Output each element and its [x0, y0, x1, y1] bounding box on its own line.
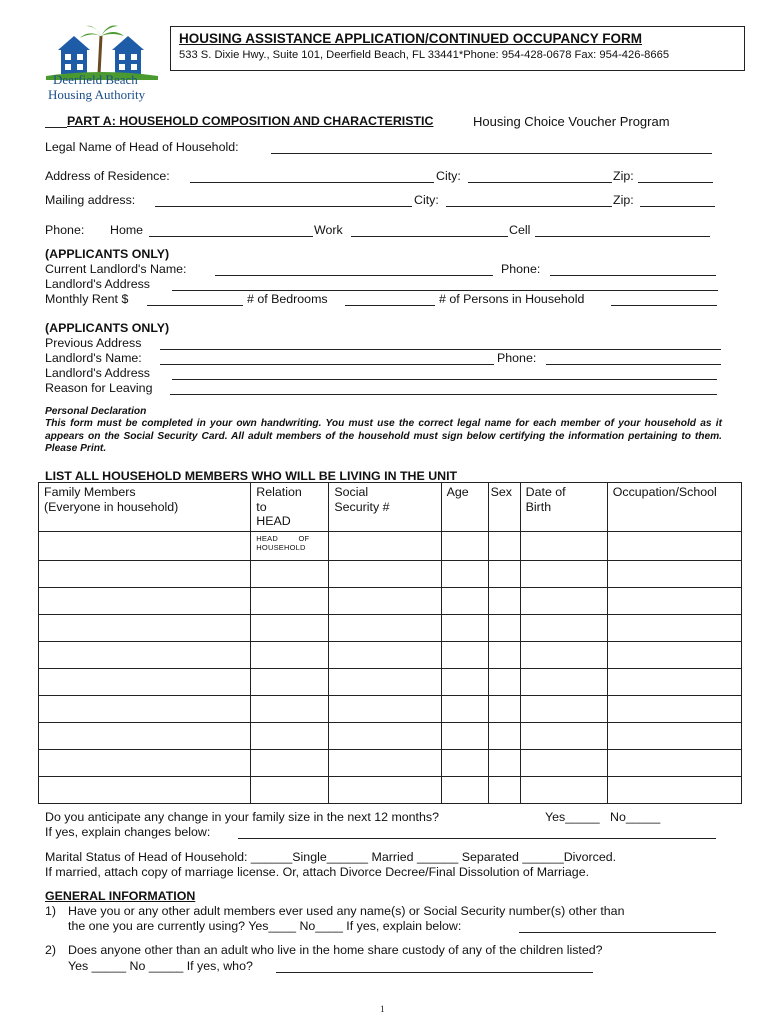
cell-occupation[interactable] [607, 750, 741, 777]
current-landlord-phone-label: Phone: [501, 262, 541, 276]
cell-ssn[interactable] [329, 561, 441, 588]
col-occupation [607, 483, 741, 532]
cell-sex[interactable] [488, 532, 520, 561]
cell-relation[interactable] [251, 588, 329, 615]
table-row [39, 777, 742, 804]
cell-relation[interactable] [251, 750, 329, 777]
previous-address-label: Previous Address [45, 336, 142, 350]
current-landlord-phone-field[interactable] [550, 275, 716, 276]
family-change-yes[interactable]: Yes_____ [545, 810, 600, 824]
col-relation-line3: HEAD [256, 514, 291, 528]
persons-label: # of Persons in Household [439, 292, 585, 306]
cell-occupation[interactable] [607, 777, 741, 804]
col-family-line2: (Everyone in household) [44, 499, 179, 514]
cell-ssn[interactable] [329, 696, 441, 723]
work-phone-field[interactable] [351, 236, 508, 237]
cell-relation[interactable] [251, 696, 329, 723]
general-info-heading: GENERAL INFORMATION [45, 889, 196, 903]
legal-name-field[interactable] [271, 153, 712, 154]
col-ssn-line1: Social [334, 485, 369, 499]
logo-org-line1: Deerfield Beach [53, 72, 138, 87]
declaration-body: This form must be completed in your own handwriting. You must use the correct legal name for each member of your household as it appears on the Social Security Card. All adult members of the household must sign below certifying the information pertaining to them. Please Print. [45, 418, 722, 454]
cell-age[interactable] [441, 669, 488, 696]
table-header-row [39, 483, 742, 532]
mailing-zip-label: Zip: [613, 193, 634, 207]
table-row [39, 642, 742, 669]
col-age [441, 483, 488, 532]
question-1-explain-field[interactable] [519, 932, 716, 933]
question-1-line2: the one you are currently using? Yes____ No____ If yes, explain below: [68, 919, 462, 933]
cell-sex[interactable] [488, 696, 520, 723]
cell-sex[interactable] [488, 642, 520, 669]
part-a-title: PART A: HOUSEHOLD COMPOSITION AND CHARACTERISTIC [67, 114, 434, 128]
cell-family-member[interactable] [39, 696, 251, 723]
mailing-zip-field[interactable] [640, 206, 715, 207]
cell-dob[interactable] [520, 723, 607, 750]
col-sex [488, 483, 520, 532]
col-relation [251, 483, 329, 532]
table-row [39, 669, 742, 696]
cell-age[interactable] [441, 532, 488, 561]
landlord-phone-field[interactable] [546, 364, 721, 365]
head-label-line1: HEAD OF [256, 534, 310, 543]
cell-dob[interactable] [520, 588, 607, 615]
cell-family-member[interactable] [39, 723, 251, 750]
landlord-phone-label: Phone: [497, 351, 537, 365]
bedrooms-field[interactable] [345, 305, 435, 306]
col-family-members [39, 483, 251, 532]
col-family-line1: Family Members [44, 485, 136, 499]
title-lead-underline [45, 127, 67, 128]
question-1-number: 1) [45, 904, 57, 918]
cell-sex[interactable] [488, 615, 520, 642]
family-change-explain-field[interactable] [238, 838, 716, 839]
cell-occupation[interactable] [607, 723, 741, 750]
monthly-rent-label: Monthly Rent $ [45, 292, 129, 306]
mailing-field[interactable] [155, 206, 412, 207]
cell-ssn[interactable] [329, 588, 441, 615]
cell-ssn[interactable] [329, 532, 441, 561]
question-2-number: 2) [45, 943, 57, 957]
head-label-line2: HOUSEHOLD [256, 543, 306, 552]
current-landlord-field[interactable] [215, 275, 493, 276]
cell-age[interactable] [441, 642, 488, 669]
landlord-address-field-2[interactable] [172, 379, 717, 380]
cell-phone-field[interactable] [535, 236, 710, 237]
residence-label: Address of Residence: [45, 169, 170, 183]
residence-city-label: City: [436, 169, 461, 183]
family-change-question: Do you anticipate any change in your family size in the next 12 months? [45, 810, 439, 824]
cell-occupation[interactable] [607, 561, 741, 588]
residence-city-field[interactable] [468, 182, 612, 183]
household-members-table [38, 482, 742, 804]
cell-relation[interactable] [251, 561, 329, 588]
cell-occupation[interactable] [607, 532, 741, 561]
col-sex-label: Sex [490, 485, 512, 499]
cell-relation[interactable] [251, 777, 329, 804]
col-occupation-label: Occupation/School [612, 485, 717, 499]
cell-age[interactable] [441, 615, 488, 642]
cell-dob[interactable] [520, 532, 607, 561]
table-row [39, 532, 742, 561]
cell-ssn[interactable] [329, 642, 441, 669]
table-row [39, 588, 742, 615]
applicants-heading-2: (APPLICANTS ONLY) [45, 321, 170, 335]
cell-relation-head [251, 532, 329, 561]
landlord-address-field-1[interactable] [172, 290, 718, 291]
logo-org-line2: Housing Authority [48, 87, 146, 102]
declaration-title: Personal Declaration [45, 406, 147, 417]
col-ssn-line2: Security # [334, 499, 390, 514]
cell-occupation[interactable] [607, 669, 741, 696]
table-row [39, 561, 742, 588]
cell-age[interactable] [441, 561, 488, 588]
col-dob-line2: Birth [525, 499, 552, 514]
cell-age[interactable] [441, 777, 488, 804]
cell-relation[interactable] [251, 723, 329, 750]
cell-occupation[interactable] [607, 696, 741, 723]
marital-attach-line: If married, attach copy of marriage license. Or, attach Divorce Decree/Final Dissolution of Marriage. [45, 865, 590, 879]
page-number: 1 [380, 1004, 385, 1014]
cell-family-member[interactable] [39, 561, 251, 588]
cell-sex[interactable] [488, 750, 520, 777]
table-row [39, 696, 742, 723]
residence-zip-label: Zip: [613, 169, 634, 183]
cell-dob[interactable] [520, 777, 607, 804]
monthly-rent-field[interactable] [147, 305, 243, 306]
bedrooms-label: # of Bedrooms [247, 292, 328, 306]
cell-sex[interactable] [488, 561, 520, 588]
home-phone-field[interactable] [149, 236, 313, 237]
cell-ssn[interactable] [329, 750, 441, 777]
landlord-name-field[interactable] [160, 364, 494, 365]
cell-ssn[interactable] [329, 669, 441, 696]
marital-status-line: Marital Status of Head of Household: ______Single______ Married ______ Separated ______Divorced. [45, 850, 617, 864]
cell-ssn[interactable] [329, 723, 441, 750]
cell-occupation[interactable] [607, 642, 741, 669]
cell-sex[interactable] [488, 723, 520, 750]
home-phone-label: Home [110, 223, 144, 237]
landlord-name-label: Landlord's Name: [45, 351, 142, 365]
cell-occupation[interactable] [607, 588, 741, 615]
cell-ssn[interactable] [329, 777, 441, 804]
cell-family-member[interactable] [39, 669, 251, 696]
cell-family-member[interactable] [39, 777, 251, 804]
family-change-explain-label: If yes, explain changes below: [45, 825, 211, 839]
members-heading: LIST ALL HOUSEHOLD MEMBERS WHO WILL BE LIVING IN THE UNIT [45, 469, 458, 483]
cell-phone-label: Cell [509, 223, 531, 237]
cell-sex[interactable] [488, 777, 520, 804]
cell-sex[interactable] [488, 588, 520, 615]
table-row [39, 615, 742, 642]
applicants-heading-1: (APPLICANTS ONLY) [45, 247, 170, 261]
cell-relation[interactable] [251, 642, 329, 669]
reason-label: Reason for Leaving [45, 381, 153, 395]
cell-occupation[interactable] [607, 615, 741, 642]
table-row [39, 723, 742, 750]
residence-zip-field[interactable] [638, 182, 713, 183]
table-row [39, 750, 742, 777]
cell-family-member[interactable] [39, 615, 251, 642]
col-relation-line2: to [256, 499, 267, 514]
question-1-line1: Have you or any other adult members ever used any name(s) or Social Security number(s) other than [68, 904, 625, 918]
question-2-line1: Does anyone other than an adult who live in the home share custody of any of the children listed? [68, 943, 603, 957]
col-relation-line1: Relation [256, 485, 302, 499]
contact-address: 533 S. Dixie Hwy., Suite 101, Deerfield Beach, FL 33441*Phone: 954-428-0678 Fax: 954-426-8665 [179, 49, 670, 61]
col-dob [520, 483, 607, 532]
question-2-line2: Yes _____ No _____ If yes, who? [68, 959, 253, 973]
mailing-label: Mailing address: [45, 193, 136, 207]
program-name: Housing Choice Voucher Program [473, 114, 670, 129]
cell-relation[interactable] [251, 669, 329, 696]
col-ssn [329, 483, 441, 532]
col-age-label: Age [446, 485, 469, 499]
cell-family-member[interactable] [39, 750, 251, 777]
mailing-city-label: City: [414, 193, 439, 207]
cell-family-member[interactable] [39, 532, 251, 561]
cell-age[interactable] [441, 696, 488, 723]
cell-ssn[interactable] [329, 615, 441, 642]
reason-field[interactable] [170, 394, 717, 395]
cell-dob[interactable] [520, 669, 607, 696]
cell-age[interactable] [441, 588, 488, 615]
cell-dob[interactable] [520, 615, 607, 642]
cell-relation[interactable] [251, 615, 329, 642]
col-dob-line1: Date of [525, 485, 566, 499]
family-change-no[interactable]: No_____ [610, 810, 661, 824]
work-phone-label: Work [314, 223, 343, 237]
cell-family-member[interactable] [39, 588, 251, 615]
residence-field[interactable] [190, 182, 434, 183]
cell-family-member[interactable] [39, 642, 251, 669]
phone-label: Phone: [45, 223, 85, 237]
form-title: HOUSING ASSISTANCE APPLICATION/CONTINUED OCCUPANCY FORM [179, 31, 643, 46]
previous-address-field[interactable] [160, 349, 721, 350]
cell-age[interactable] [441, 723, 488, 750]
cell-dob[interactable] [520, 561, 607, 588]
landlord-address-label-2: Landlord's Address [45, 366, 150, 380]
current-landlord-label: Current Landlord's Name: [45, 262, 187, 276]
cell-dob[interactable] [520, 750, 607, 777]
cell-dob[interactable] [520, 642, 607, 669]
persons-field[interactable] [611, 305, 717, 306]
mailing-city-field[interactable] [446, 206, 612, 207]
question-2-who-field[interactable] [276, 972, 593, 973]
legal-name-label: Legal Name of Head of Household: [45, 140, 239, 154]
cell-sex[interactable] [488, 669, 520, 696]
cell-dob[interactable] [520, 696, 607, 723]
landlord-address-label-1: Landlord's Address [45, 277, 150, 291]
cell-age[interactable] [441, 750, 488, 777]
